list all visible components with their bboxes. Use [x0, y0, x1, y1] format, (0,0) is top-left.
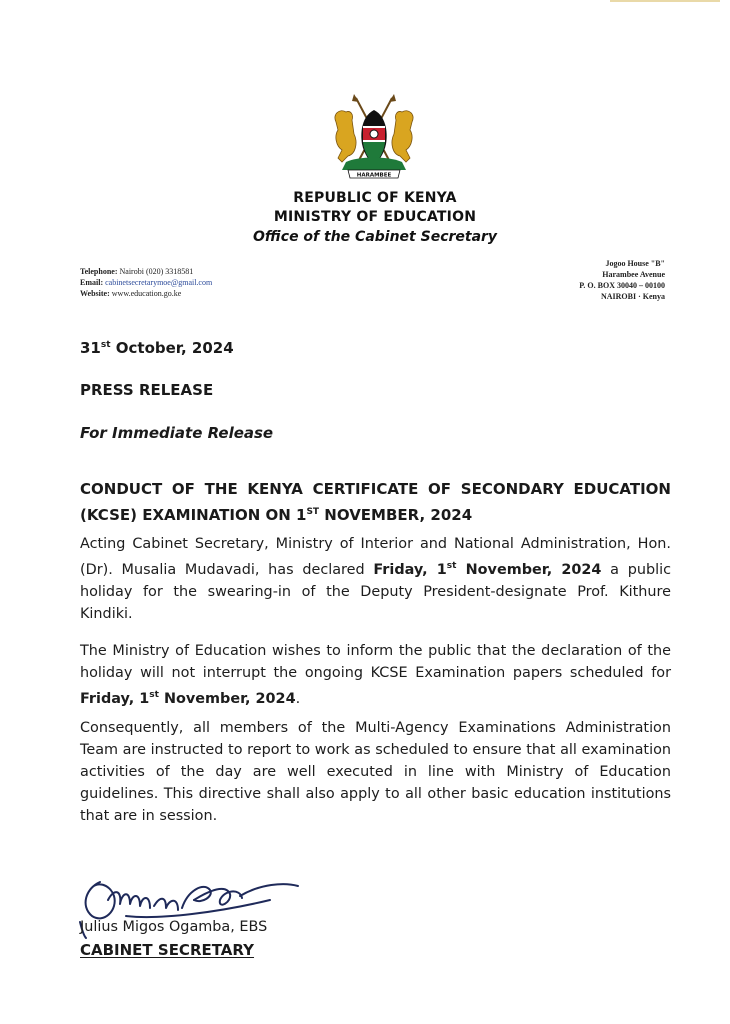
paragraph-2: [80, 640, 671, 710]
paragraph-1: [80, 533, 671, 625]
address-line-1: Jogoo House "B": [605, 259, 665, 268]
date-rest: October, 2024: [110, 339, 234, 357]
p1-bold1: Friday, 1: [373, 561, 447, 578]
address-block-right: [579, 258, 665, 302]
email-label: Email:: [80, 278, 104, 287]
title-part1: CONDUCT OF THE KENYA CERTIFICATE OF SECONDARY EDUCATION (KCSE) EXAMINATION ON 1: [80, 480, 671, 524]
p2-bold-sup: st: [149, 690, 159, 700]
p1-bold-date: [373, 562, 601, 578]
p2-text2: .: [295, 690, 301, 707]
p2-bold1: Friday, 1: [80, 690, 150, 707]
signatory-title: CABINET SECRETARY: [80, 941, 255, 959]
paragraph-3: Consequently, all members of the Multi-Agency Examinations Administration Team are instructed to report to work as scheduled to ensure that all examination activities of the day are well executed in line with Ministry of Education guidelines. This directive shall also apply to all other basic education institutions that are in session.: [80, 720, 671, 824]
date-suffix: st: [100, 340, 111, 350]
office-heading: Office of the Cabinet Secretary: [252, 229, 498, 245]
coat-of-arms-icon: [328, 92, 420, 184]
telephone-value: Nairobi (020) 3318581: [119, 267, 194, 276]
p1-text1: Acting Cabinet Secretary, Ministry of Interior and National Administration, Hon. (Dr). Musalia Mudavadi, has declared: [80, 536, 671, 578]
title-sup: ST: [306, 507, 320, 517]
p2-text1: The Ministry of Education wishes to inform the public that the declaration of the holiday will not interrupt the ongoing KCSE Examination papers scheduled for: [80, 643, 671, 681]
telephone-label: Telephone:: [80, 267, 118, 276]
address-line-3: P. O. BOX 30040 – 00100: [579, 281, 665, 290]
p1-text2: a public holiday for the swearing-in of the Deputy President-designate Prof. Kithure Kindiki.: [80, 561, 671, 622]
email-link[interactable]: cabinetsecretarymoe@gmail.com: [105, 278, 213, 287]
title-part2: NOVEMBER, 2024: [319, 506, 473, 524]
date-day: 31: [80, 339, 101, 357]
ministry-heading: MINISTRY OF EDUCATION: [273, 209, 477, 225]
website-label: Website:: [80, 289, 110, 298]
scan-edge-mark: [570, 0, 730, 6]
republic-heading: REPUBLIC OF KENYA: [293, 190, 457, 206]
document-title: [80, 478, 671, 527]
telephone-line: [80, 266, 212, 277]
press-release-heading: PRESS RELEASE: [80, 381, 214, 399]
p1-bold2: November, 2024: [456, 561, 602, 578]
website-line: [80, 288, 212, 299]
p1-bold-sup: st: [446, 561, 457, 571]
address-line-2: Harambee Avenue: [602, 270, 665, 279]
address-line-4: NAIROBI · Kenya: [600, 292, 665, 301]
p2-bold2: November, 2024: [158, 690, 296, 707]
website-link[interactable]: www.education.go.ke: [111, 289, 182, 298]
contact-block-left: [80, 266, 212, 299]
signatory-name: Julius Migos Ogamba, EBS: [80, 919, 268, 935]
release-date: [80, 339, 234, 357]
p2-bold-date: [80, 691, 296, 707]
crest-motto: HARAMBEE: [356, 172, 392, 179]
immediate-release-label: For Immediate Release: [80, 424, 274, 442]
email-line: [80, 277, 212, 288]
